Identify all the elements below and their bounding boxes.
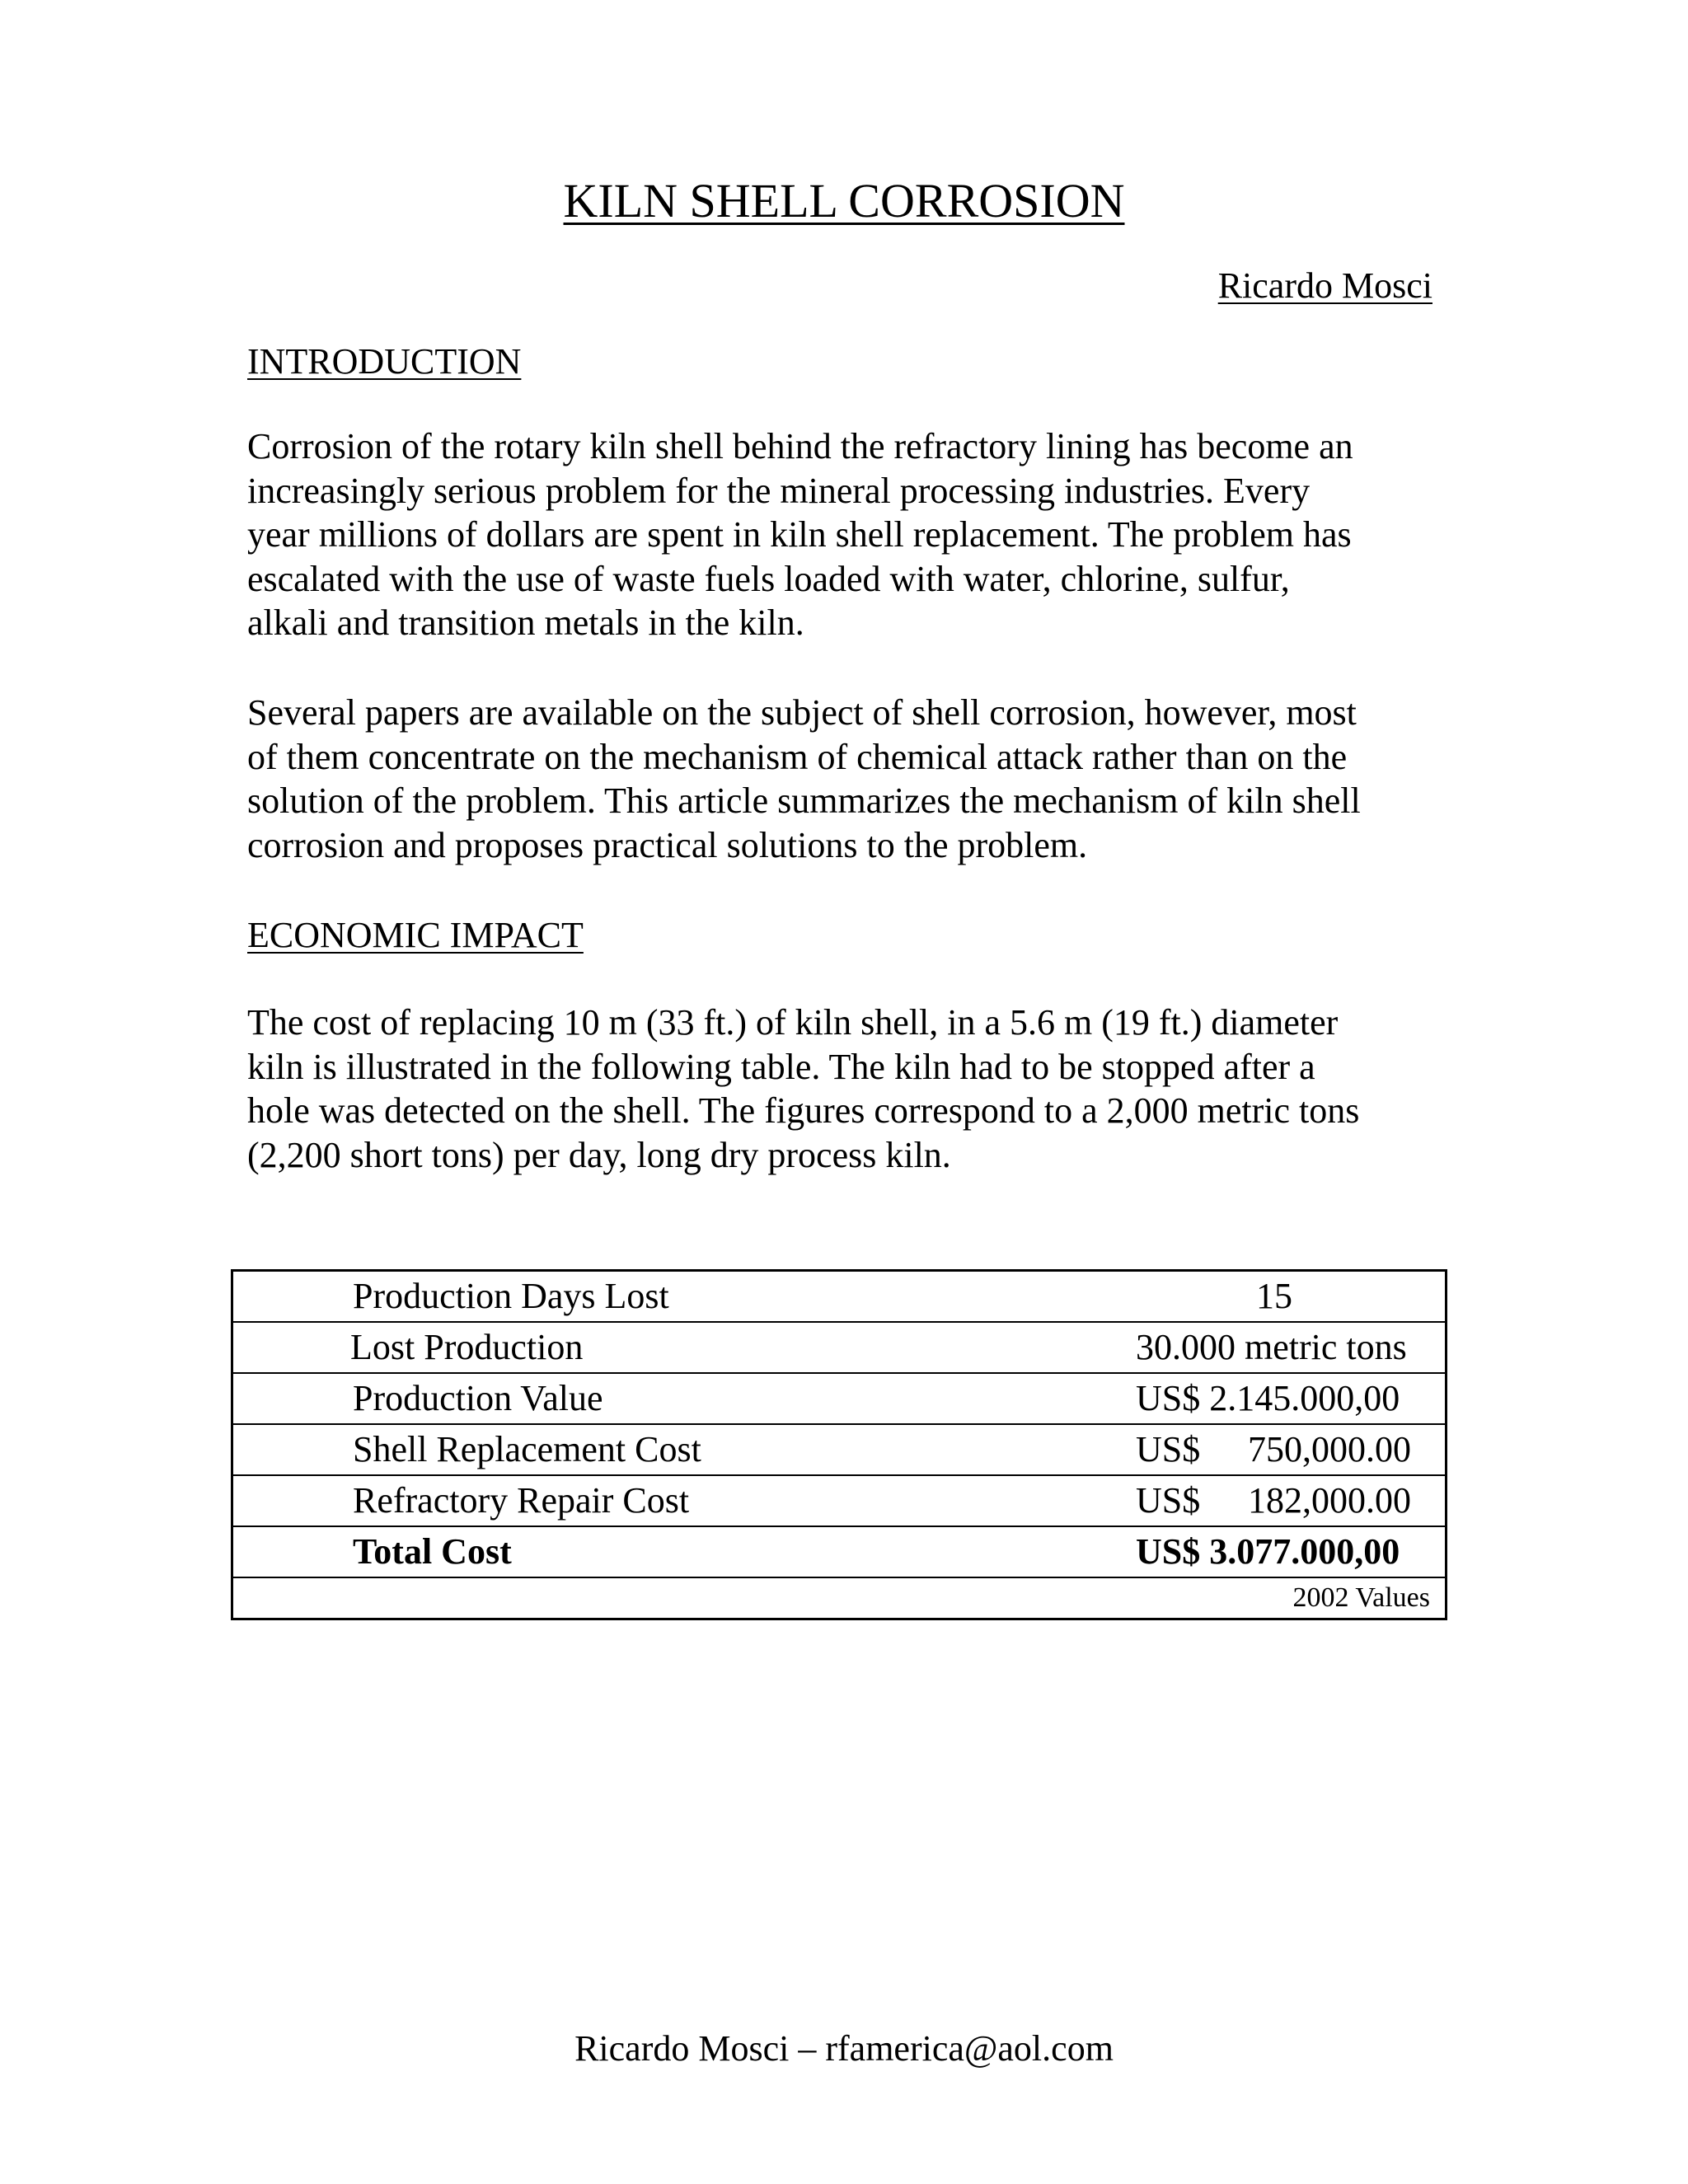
row-label: Production Days Lost <box>353 1276 669 1316</box>
currency: US$ <box>1136 1480 1201 1521</box>
table-note-row <box>232 1577 1447 1619</box>
row-value <box>1136 1373 1447 1424</box>
text-line: The cost of replacing 10 m (33 ft.) of kiln shell, in a 5.6 m (19 ft.) diameter <box>247 1002 1339 1043</box>
currency: US$ <box>1136 1531 1201 1572</box>
row-value: 30.000 metric tons <box>1136 1322 1447 1373</box>
text-line: hole was detected on the shell. The figures correspond to a 2,000 metric tons <box>247 1090 1360 1131</box>
text-line: kiln is illustrated in the following table. The kiln had to be stopped after a <box>247 1046 1315 1087</box>
table-row <box>232 1322 1447 1373</box>
author-name: Ricardo Mosci <box>1217 265 1432 306</box>
table-row <box>232 1373 1447 1424</box>
row-value <box>1136 1475 1447 1526</box>
table-row <box>232 1271 1447 1323</box>
heading-introduction: INTRODUCTION <box>247 341 522 382</box>
intro-paragraph-1 <box>247 424 1451 645</box>
text-line: Several papers are available on the subject of shell corrosion, however, most <box>247 692 1357 733</box>
text-line: Corrosion of the rotary kiln shell behind the refractory lining has become an <box>247 426 1353 466</box>
days-lost-value: 15 <box>1256 1276 1292 1316</box>
table-row-total <box>232 1526 1447 1577</box>
text-line: corrosion and proposes practical solutions to the problem. <box>247 824 1088 865</box>
table-row <box>232 1475 1447 1526</box>
values-year-note: 2002 Values <box>232 1577 1447 1619</box>
text-line: solution of the problem. This article summarizes the mechanism of kiln shell <box>247 780 1361 821</box>
table-row <box>232 1424 1447 1475</box>
footer-contact: Ricardo Mosci – rfamerica@aol.com <box>574 2028 1114 2069</box>
row-value <box>1136 1271 1447 1323</box>
intro-paragraph-2 <box>247 691 1451 867</box>
amount: 182,000.00 <box>1248 1480 1411 1521</box>
currency: US$ <box>1136 1378 1201 1418</box>
text-line: year millions of dollars are spent in kiln shell replacement. The problem has <box>247 514 1352 555</box>
row-label: Refractory Repair Cost <box>232 1475 1137 1526</box>
row-label: Shell Replacement Cost <box>232 1424 1137 1475</box>
text-line: of them concentrate on the mechanism of chemical attack rather than on the <box>247 736 1348 777</box>
text-line: escalated with the use of waste fuels loaded with water, chlorine, sulfur, <box>247 558 1290 599</box>
row-label: Production Value <box>232 1373 1137 1424</box>
heading-economic-impact: ECONOMIC IMPACT <box>247 915 584 955</box>
cost-table <box>231 1269 1447 1620</box>
row-label: Lost Production <box>232 1322 1137 1373</box>
amount: 750,000.00 <box>1248 1429 1411 1469</box>
text-line: alkali and transition metals in the kiln. <box>247 602 804 643</box>
text-line: (2,200 short tons) per day, long dry process kiln. <box>247 1134 951 1175</box>
total-label: Total Cost <box>232 1526 1137 1577</box>
total-value <box>1136 1526 1447 1577</box>
amount: 2.145.000,00 <box>1209 1378 1400 1418</box>
amount: 3.077.000,00 <box>1209 1531 1400 1572</box>
economic-paragraph <box>247 1001 1451 1177</box>
text-line: increasingly serious problem for the mineral processing industries. Every <box>247 470 1311 511</box>
document-title: KILN SHELL CORROSION <box>563 174 1125 227</box>
row-value <box>1136 1424 1447 1475</box>
currency: US$ <box>1136 1429 1201 1469</box>
